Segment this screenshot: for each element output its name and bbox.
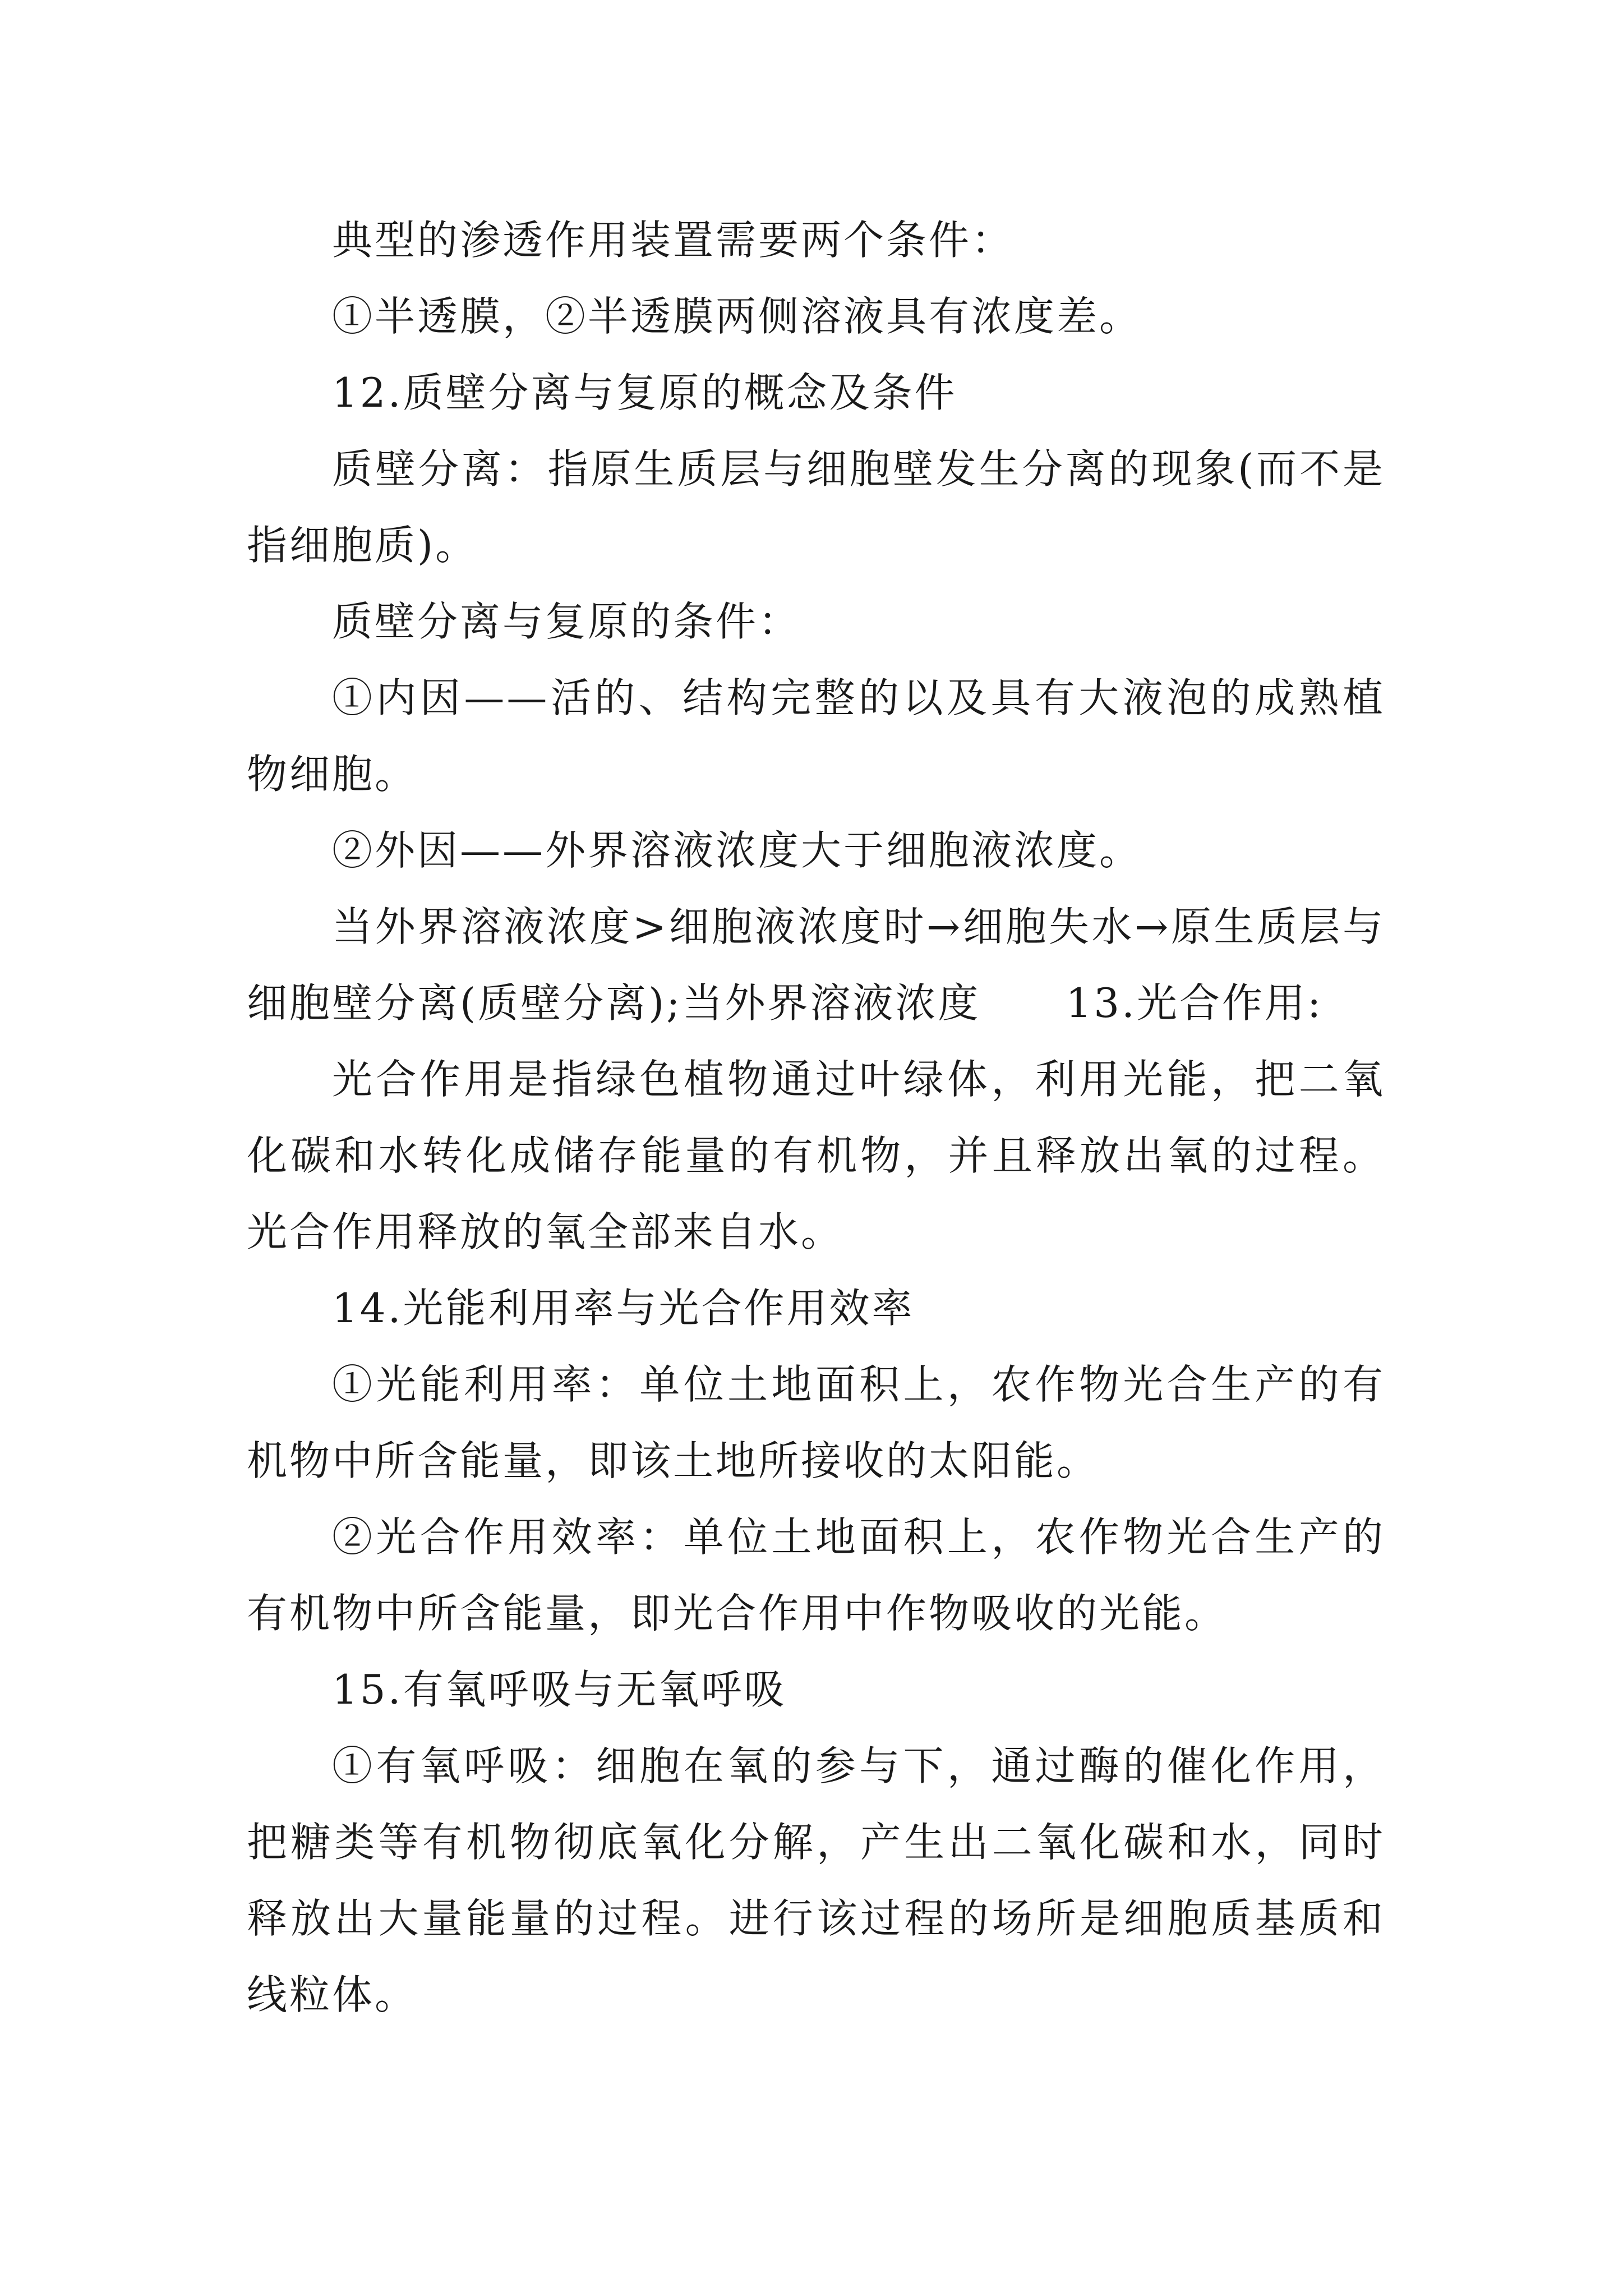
paragraph-osmosis-requirements: ①半透膜，②半透膜两侧溶液具有浓度差。 — [332, 293, 1142, 340]
section-heading-14: 14.光能利用率与光合作用效率 — [332, 1285, 915, 1332]
paragraph-photosynthesis-definition: 光合作用是指绿色植物通过叶绿体，利用光能，把二氧化碳和水转化成储存能量的有机物，并且释放出氧的过程。光合作用释放的氧全部来自水。 — [247, 1056, 1385, 1255]
paragraph-light-use-rate: ①光能利用率：单位土地面积上，农作物光合生产的有机物中所含能量，即该土地所接收的太阳能。 — [247, 1361, 1385, 1484]
paragraph-osmosis-conditions: 典型的渗透作用装置需要两个条件： — [332, 217, 1015, 264]
paragraph-aerobic-respiration: ①有氧呼吸：细胞在氧的参与下，通过酶的催化作用，把糖类等有机物彻底氧化分解，产生出二氧化碳和水，同时释放出大量能量的过程。进行该过程的场所是细胞质基质和线粒体。 — [247, 1742, 1385, 2018]
paragraph-plasmolysis-conditions: 质壁分离与复原的条件： — [332, 598, 801, 645]
section-heading-15: 15.有氧呼吸与无氧呼吸 — [332, 1666, 787, 1713]
paragraph-plasmolysis-definition: 质壁分离：指原生质层与细胞壁发生分离的现象(而不是指细胞质)。 — [247, 445, 1385, 569]
paragraph-plasmolysis-process: 当外界溶液浓度>细胞液浓度时→细胞失水→原生质层与细胞壁分离(质壁分离);当外界溶液浓度 13.光合作用: — [247, 903, 1385, 1027]
paragraph-photosynthesis-efficiency: ②光合作用效率：单位土地面积上，农作物光合生产的有机物中所含能量，即光合作用中作物吸收的光能。 — [247, 1513, 1385, 1637]
section-heading-12: 12.质壁分离与复原的概念及条件 — [332, 369, 957, 416]
document-body — [247, 202, 1385, 2033]
paragraph-external-cause: ②外因——外界溶液浓度大于细胞液浓度。 — [332, 827, 1142, 874]
paragraph-internal-cause: ①内因——活的、结构完整的以及具有大液泡的成熟植物细胞。 — [247, 674, 1385, 798]
